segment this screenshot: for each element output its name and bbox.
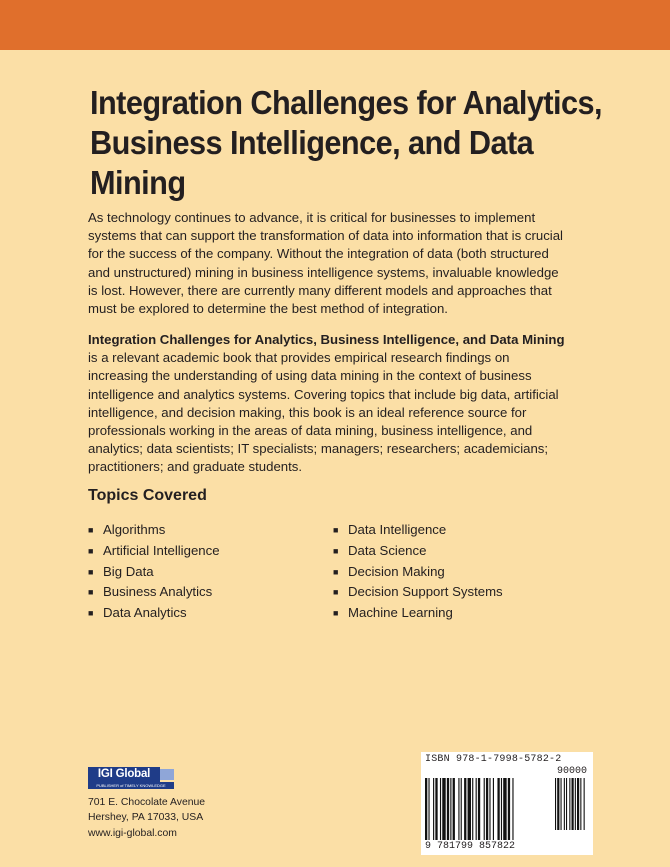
topic-label: Artificial Intelligence — [103, 542, 220, 558]
description-bold-title: Integration Challenges for Analytics, Business Intelligence, and Data Mining — [88, 332, 565, 347]
address-street: 701 E. Chocolate Avenue — [88, 797, 206, 808]
topic-item — [333, 582, 503, 603]
bullet-icon: ■ — [88, 525, 94, 535]
topic-item — [88, 603, 220, 624]
bullet-icon: ■ — [88, 608, 94, 619]
topic-item — [333, 541, 503, 562]
topics-list-left — [88, 520, 220, 624]
topics-list-right — [333, 520, 503, 624]
bullet-icon: ■ — [333, 608, 339, 619]
topic-label: Decision Making — [348, 563, 445, 579]
top-color-band — [0, 0, 670, 50]
bullet-icon: ■ — [88, 545, 94, 556]
topics-heading: Topics Covered — [88, 487, 207, 504]
bullet-icon: ■ — [88, 587, 94, 598]
topic-label: Big Data — [103, 563, 154, 579]
topic-label: Data Science — [348, 542, 427, 558]
bullet-icon: ■ — [333, 545, 339, 556]
description-paragraph-1: As technology continues to advance, it is critical for businesses to implement systems that can support the transformation of data into information that is crucial for the success of the company. Without the integration of data (both structured and unstructured) mining in business intelligence systems, invaluable knowledge is lost. However, there are currently many different models and approaches that must be explored to determine the best method of integration. — [88, 210, 563, 317]
logo-tagline: PUBLISHER of TIMELY KNOWLEDGE — [88, 782, 174, 789]
publisher-website: www.igi-global.com — [88, 827, 177, 839]
description-paragraph-2 — [88, 331, 568, 477]
topic-label: Machine Learning — [348, 605, 453, 621]
logo-wordmark: IGI Global — [88, 767, 160, 782]
topic-item — [88, 562, 220, 583]
description-text: is a relevant academic book that provides empirical research findings on increasing the understanding of using data mining in the context of business intelligence and analytics systems. Covering topics that include big data, artificial intelligence, and decision making, this book is an ideal reference source for professionals working in the areas of data mining, business intelligence, and analytics; data scientists; IT specialists; managers; researchers; academicians; practitioners; and graduate students. — [88, 350, 559, 475]
topic-label: Business Analytics — [103, 584, 213, 600]
topic-label: Algorithms — [103, 522, 166, 537]
publisher-logo — [88, 767, 168, 789]
ean-digits: 9 781799 857822 — [425, 841, 516, 852]
topic-item — [88, 520, 220, 541]
isbn-label: ISBN 978-1-7998-5782-2 — [425, 754, 562, 765]
publisher-address — [88, 795, 205, 841]
bullet-icon: ■ — [88, 566, 94, 577]
topic-label: Decision Support Systems — [348, 584, 503, 600]
topic-item — [88, 541, 220, 562]
book-title: Integration Challenges for Analytics, Business Intelligence, and Data Mining — [90, 84, 602, 201]
bullet-icon: ■ — [333, 525, 339, 535]
topic-item — [333, 603, 503, 624]
barcode-bars-icon — [425, 778, 589, 842]
topic-label: Data Intelligence — [348, 522, 447, 537]
topic-item — [333, 562, 503, 583]
address-city: Hershey, PA 17033, USA — [88, 812, 204, 824]
bullet-icon: ■ — [333, 587, 339, 598]
topic-item — [333, 520, 503, 541]
bullet-icon: ■ — [333, 566, 339, 577]
topic-item — [88, 582, 220, 603]
isbn-barcode — [421, 752, 593, 855]
price-addon-code: 90000 — [557, 766, 588, 777]
topic-label: Data Analytics — [103, 605, 187, 621]
logo-accent-tab — [160, 769, 174, 780]
